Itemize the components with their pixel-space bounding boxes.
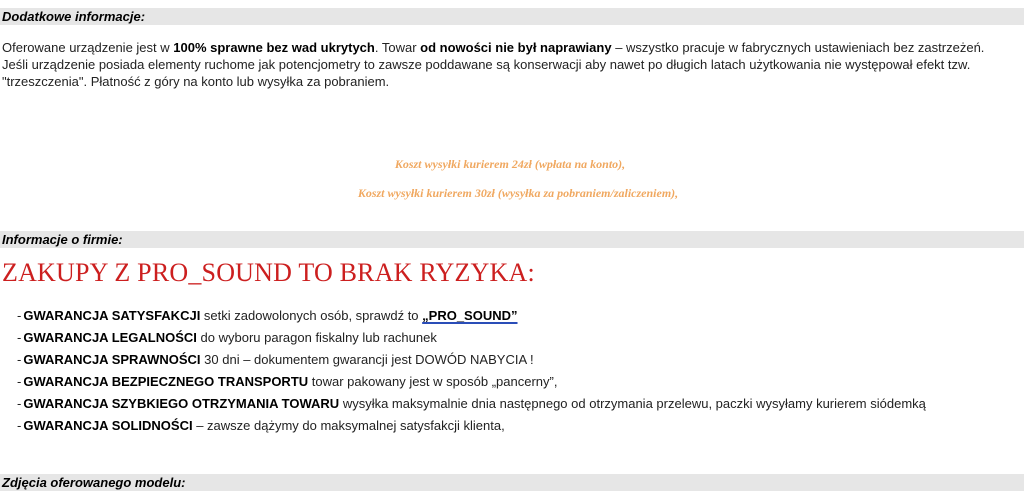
guarantee-item-safe-transport [17,371,926,393]
guarantee-title: GWARANCJA LEGALNOŚCI [23,330,197,345]
guarantee-title: GWARANCJA SATYSFAKCJI [23,308,201,323]
section-header-company-info: Informacje o firmie: [0,231,1024,248]
section-header-photos: Zdjęcia oferowanego modelu: [0,474,1024,491]
guarantee-item-satisfaction [17,305,926,327]
list-dash: - [17,374,22,389]
guarantee-title: GWARANCJA BEZPIECZNEGO TRANSPORTU [23,374,309,389]
list-dash: - [17,396,22,411]
guarantee-item-legality [17,327,926,349]
slogan-heading: ZAKUPY Z PRO_SOUND TO BRAK RYZYKA: [2,258,535,287]
shipping-cost-prepaid: Koszt wysyłki kurierem 24zł (wpłata na konto), [394,157,626,171]
guarantee-text: towar pakowany jest w sposób „pancerny”, [308,374,558,389]
description-text: . Towar [374,40,421,55]
guarantee-text: 30 dni – dokumentem gwarancji jest DOWÓD NABYCIA ! [200,352,534,367]
guarantee-text: – zawsze dążymy do maksymalnej satysfakcji klienta, [192,418,505,433]
description-text: – wszystko pracuje w fabrycznych ustawieniach bez zastrzeżeń. Jeśli urządzenie posiada elementy ruchome jak potencjometry to zawsze poddawane są konserwacji aby nawet po długich latach użytkowania nie występował efekt tzw. "trzeszczenia". Płatność z góry na konto lub wysyłka za pobraniem. [2,40,985,89]
guarantee-list [17,305,926,437]
description-bold-text: od nowości nie był naprawiany [420,40,612,55]
list-dash: - [17,330,22,345]
section-header-additional-info: Dodatkowe informacje: [0,8,1024,25]
guarantee-item-fast-delivery [17,393,926,415]
guarantee-item-reliability [17,415,926,437]
guarantee-title: GWARANCJA SZYBKIEGO OTRZYMANIA TOWARU [23,396,340,411]
list-dash: - [17,352,22,367]
list-dash: - [17,308,22,323]
guarantee-text: setki zadowolonych osób, sprawdź to [200,308,423,323]
pro-sound-link[interactable]: „PRO_SOUND” [422,308,518,323]
shipping-cost-cod: Koszt wysyłki kurierem 30zł (wysyłka za pobraniem/zaliczeniem), [357,186,679,200]
description-text: Oferowane urządzenie jest w [2,40,174,55]
guarantee-title: GWARANCJA SPRAWNOŚCI [23,352,201,367]
guarantee-title: GWARANCJA SOLIDNOŚCI [23,418,193,433]
description-paragraph [2,39,1014,90]
guarantee-item-working-order [17,349,926,371]
guarantee-text: wysyłka maksymalnie dnia następnego od otrzymania przelewu, paczki wysyłamy kurierem siódemką [339,396,926,411]
description-bold-text: 100% sprawne bez wad ukrytych [173,40,375,55]
guarantee-text: do wyboru paragon fiskalny lub rachunek [196,330,437,345]
list-dash: - [17,418,22,433]
